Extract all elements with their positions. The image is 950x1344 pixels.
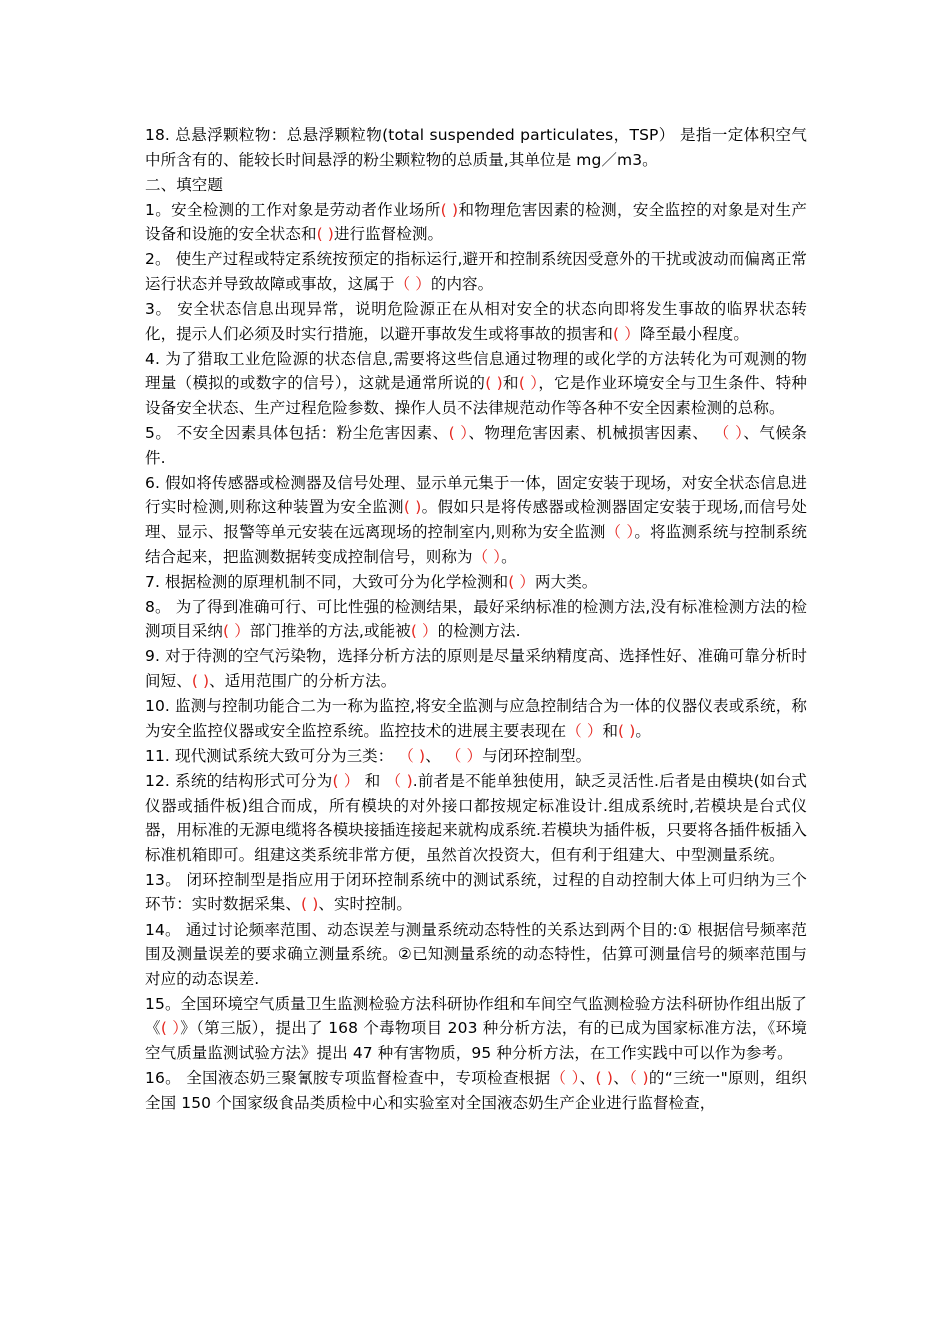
answer-blank: ( ) <box>191 672 210 691</box>
question-p18 <box>145 123 807 172</box>
paragraph-text: 两大类。 <box>535 572 598 591</box>
paragraph-text: 9. 对于待测的空气污染物，选择分析方法的原则是尽量采纳精度高、选择性好、准确可靠分析时间短、 <box>145 647 807 691</box>
answer-blank: （ ） <box>550 1069 580 1088</box>
paragraph-text: 的内容。 <box>430 275 494 294</box>
answer-blank: ( ） <box>160 1019 181 1038</box>
question-q6 <box>145 471 807 569</box>
answer-blank: ( ） <box>518 374 539 393</box>
paragraph-text: 降至最小程度。 <box>639 324 749 343</box>
question-q10 <box>145 694 807 743</box>
paragraph-text: 、 <box>425 746 446 765</box>
answer-blank: ( ） <box>448 424 469 443</box>
paragraph-text: 6. 假如将传感器或检测器及信号处理、显示单元集于一体，固定安装于现场，对安全状态信息进行实时检测,则称这种装置为安全监测 <box>145 473 807 517</box>
paragraph-text: 11. 现代测试系统大致可分为三类： <box>145 746 399 765</box>
answer-blank: ( ) <box>403 498 422 517</box>
question-q15 <box>145 992 807 1066</box>
answer-blank: ( ) <box>316 225 334 244</box>
paragraph-text: 、气候条件. <box>145 424 807 467</box>
paragraph-text: 12. 系统的结构形式可分为 <box>145 771 333 790</box>
answer-blank: ( ) <box>485 374 503 393</box>
question-q8 <box>145 595 807 644</box>
paragraph-text: 7. 根据检测的原理机制不同，大致可分为化学检测和 <box>145 572 509 591</box>
question-q5 <box>145 421 807 470</box>
question-q2 <box>145 247 807 296</box>
answer-blank: （ ） <box>605 523 635 541</box>
document-page <box>145 123 807 1115</box>
question-q1 <box>145 198 807 247</box>
question-q11 <box>145 744 807 769</box>
answer-blank: ( ） <box>508 572 535 591</box>
paragraph-text: 和 <box>502 374 519 393</box>
paragraph-text: 18. 总悬浮颗粒物：总悬浮颗粒物(total suspended particulates，TSP） 是指一定体积空气中所含有的、能较长时间悬浮的粉尘颗粒物的总质量,其单位是 mg／m3。 <box>145 126 807 169</box>
paragraph-text: 与闭环控制型。 <box>482 746 592 765</box>
paragraph-text: 。 <box>501 547 517 566</box>
question-q4 <box>145 347 807 421</box>
paragraph-text: 、 <box>579 1069 596 1088</box>
answer-blank: （ ） <box>394 275 431 294</box>
question-q3 <box>145 297 807 346</box>
answer-blank: （ ） <box>472 547 502 566</box>
paragraph-text: 的“三统一"原则，组织全国 150 个国家级食品类质检中心和实验室对全国液态奶生产企业进行监督检查， <box>145 1069 807 1112</box>
answer-blank: ( ） <box>223 622 250 641</box>
answer-blank: ( ) <box>595 1069 614 1088</box>
paragraph-text: 3。 安全状态信息出现异常，说明危险源正在从相对安全的状态向即将发生事故的临界状态转化，提示人们必须及时实行措施，以避开事故发生或将事故的损害和 <box>145 300 807 343</box>
paragraph-text: 15。全国环境空气质量卫生监测检验方法科研协作组和车间空气监测检验方法科研协作组出版了《 <box>145 994 807 1038</box>
paragraph-text: 8。 为了得到准确可行、可比性强的检测结果，最好采纳标准的检测方法,没有标准检测方法的检测项目采纳 <box>145 597 807 641</box>
answer-blank: （ ) <box>629 1069 649 1088</box>
paragraph-text: 。 <box>635 721 651 740</box>
paragraph-text: 14。 通过讨论频率范围、动态误差与测量系统动态特性的关系达到两个目的:① 根据信号频率范围及测量误差的要求确立测量系统。②已知测量系统的动态特性，估算可测量信号的频率范围与对应的动态误差. <box>145 920 807 988</box>
paragraph-text: 、物理危害因素、机械损害因素、 <box>468 424 714 443</box>
paragraph-text: 的检测方法. <box>437 622 521 641</box>
question-q7 <box>145 570 807 595</box>
paragraph-text: 。将监测系统与控制系统结合起来，把监测数据转变成控制信号，则称为 <box>145 523 807 566</box>
answer-blank: ( ) <box>618 721 636 740</box>
answer-blank: ( ） <box>332 771 360 790</box>
answer-blank: （ ) <box>398 746 426 765</box>
paragraph-text: 10. 监测与控制功能合二为一称为监控,将安全监测与应急控制结合为一体的仪器仪表或系统，称为安全监控仪器或安全监控系统。监控技术的进展主要表现在 <box>145 697 807 740</box>
paragraph-text: 、 <box>613 1069 630 1088</box>
paragraph-text: 1。安全检测的工作对象是劳动者作业场所 <box>145 200 441 219</box>
paragraph-text: 和 <box>602 721 619 740</box>
paragraph-text: 16。 全国液态奶三聚氰胺专项监督检查中，专项检查根据 <box>145 1069 551 1088</box>
paragraph-text: 、适用范围广的分析方法。 <box>209 672 397 691</box>
paragraph-text: 2。 使生产过程或特定系统按预定的指标运行,避开和控制系统因受意外的干扰或波动而偏离正常运行状态并导致故障或事故，这属于 <box>145 250 807 294</box>
paragraph-text: 二、填空题 <box>145 175 224 194</box>
answer-blank: （ ） <box>566 721 603 740</box>
question-q13 <box>145 868 807 917</box>
question-q12 <box>145 769 807 867</box>
paragraph-text: 和 <box>359 771 386 790</box>
answer-blank: （ ） <box>445 746 483 765</box>
paragraph-text: 13。 闭环控制型是指应用于闭环控制系统中的测试系统，过程的自动控制大体上可归纳为三个环节：实时数据采集、 <box>145 870 807 914</box>
paragraph-text: 5。 不安全因素具体包括：粉尘危害因素、 <box>145 424 449 443</box>
paragraph-text: 》（第三版），提出了 168 个毒物项目 203 种分析方法，有的已成为国家标准方法，《环境空气质量监测试验方法》提出 47 种有害物质，95 种分析方法，在工作实践中可以作为参考。 <box>145 1019 807 1062</box>
answer-blank: ( ） <box>410 622 438 641</box>
paragraph-text: ，它是作业环境安全与卫生条件、特种设备安全状态、生产过程危险参数、操作人员不法律规范动作等各种不安全因素检测的总称。 <box>145 374 808 418</box>
answer-blank: ( ) <box>440 200 459 219</box>
paragraph-text: 部门推举的方法,或能被 <box>249 622 411 641</box>
answer-blank: ( ） <box>613 324 640 343</box>
answer-blank: （ ) <box>385 771 413 790</box>
question-q14 <box>145 918 807 992</box>
paragraph-text: 和物理危害因素的检测，安全监控的对象是对生产设备和设施的安全状态和 <box>145 200 807 244</box>
answer-blank: ( ) <box>301 895 319 914</box>
answer-blank: （ ） <box>713 424 744 443</box>
paragraph-text: 进行监督检测。 <box>333 225 444 244</box>
paragraph-text: 。假如只是将传感器或检测器固定安装于现场,而信号处理、显示、报警等单元安装在远离现场的控制室内,则称为安全监测 <box>145 498 807 541</box>
question-q9 <box>145 644 807 693</box>
paragraph-text: 4. 为了猎取工业危险源的状态信息,需要将这些信息通过物理的或化学的方法转化为可观测的物理量（模拟的或数字的信号），这就是通常所说的 <box>145 349 807 393</box>
section-heading <box>145 173 807 198</box>
paragraph-text: .前者是不能单独使用，缺乏灵活性.后者是由模块(如台式仪器或插件板)组合而成，所有模块的对外接口都按规定标准设计.组成系统时,若模块是台式仪器，用标准的无源电缆将各模块接插连接起来就构成系统.若模块为插件板，只要将各插件板插入标准机箱即可。组建这类系统非常方便，虽然首次投资大，但有利于组建大、中型测量系统。 <box>145 771 807 864</box>
question-q16 <box>145 1066 807 1115</box>
paragraph-text: 、实时控制。 <box>318 895 412 914</box>
